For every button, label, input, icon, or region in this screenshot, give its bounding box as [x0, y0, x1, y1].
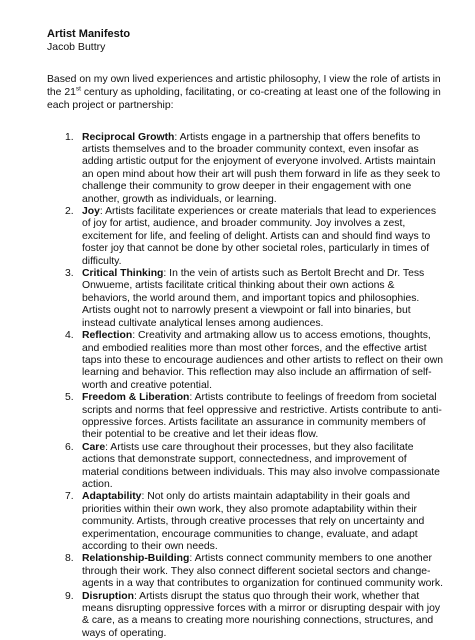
list-item [65, 330, 445, 392]
list-item [65, 268, 445, 330]
list-item-text: : Artists connect community members to one another through their work. They also connect different societal sectors and change-agents in a way that contributes to organization for continued community work. [82, 553, 443, 590]
list-item-term: Adaptability [82, 491, 142, 503]
list-item-number: 1. [65, 131, 74, 143]
list-item-term: Critical Thinking [82, 268, 164, 280]
list-item-term: Freedom & Liberation [82, 392, 190, 404]
list-item-number: 4. [65, 330, 74, 342]
intro-text-end: century as upholding, facilitating, or co-creating at least one of the following in each project or partnership: [47, 87, 441, 112]
list-item-number: 6. [65, 441, 74, 453]
document-author: Jacob Buttry [47, 41, 106, 53]
document-title: Artist Manifesto [47, 28, 131, 40]
list-item-text: : Creativity and artmaking allow us to access emotions, thoughts, and embodied realities more than most other forces, and the effective artist taps into these to encourage audiences and other artists to reflect on their own learning and behavior. This reflection may also include an affirmation of self-worth and creative potential. [82, 330, 444, 391]
list-item [65, 131, 445, 206]
list-item-term: Care [82, 441, 106, 453]
list-item-text: : Artists disrupt the status quo through their work, whether that means disrupting oppressive forces with a mirror or disrupting despair with joy & care, as a means to creating more nourishing connections, structures, and ways of operating. [82, 590, 441, 639]
list-item [65, 553, 445, 590]
intro-paragraph [47, 73, 445, 113]
list-item-number: 7. [65, 491, 74, 503]
list-item-text: : Not only do artists maintain adaptability in their goals and priorities within their own work, they also promote adaptability within their community. Artists, through creative processes that rely on uncertainty and experimentation, encourage communities to change, evaluate, and adapt according to their own needs. [82, 491, 425, 553]
list-item-term: Reflection [82, 330, 133, 342]
list-item-number: 5. [65, 392, 74, 404]
list-item-term: Reciprocal Growth [82, 131, 175, 143]
list-item [65, 491, 445, 553]
list-item-number: 3. [65, 268, 74, 280]
list-item-text: : Artists contribute to feelings of freedom from societal scripts and norms that feel oppressive and restrictive. Artists contribute to anti-oppressive forces. Artists facilitate an assurance in community members of their potential to be creative and let their ideas flow. [82, 392, 442, 441]
list-item-term: Joy [82, 206, 100, 218]
intro-superscript: st [75, 85, 81, 93]
list-item [65, 441, 445, 492]
list-item-text: : Artists use care throughout their processes, but they also facilitate actions that demonstrate support, connectedness, and improvement of material conditions between individuals. This may also involve compassionate action. [82, 441, 440, 490]
list-item-text: : In the vein of artists such as Bertolt Brecht and Dr. Tess Onwueme, artists facilitate critical thinking about their own actions & behaviors, the world around them, and important topics and philosophies. Artists ought not to narrowly present a viewpoint or fall into binaries, but instead cultivate analytical lenses among audiences. [82, 268, 425, 329]
list-item-number: 2. [65, 206, 74, 218]
manifesto-list [47, 132, 445, 640]
list-item-number: 8. [65, 553, 74, 565]
list-item-text: : Artists facilitate experiences or create materials that lead to experiences of joy for artist, audience, and broader community. Joy involves a zest, excitement for life, and feeling of delight. Artists can and should find ways to foster joy that cannot be done by other societal roles, particularly in times of difficulty. [82, 206, 437, 267]
list-item [65, 590, 445, 640]
list-item-number: 9. [65, 590, 74, 602]
list-item-text: : Artists engage in a partnership that offers benefits to artists themselves and to the broader community context, even insofar as adding artistic output for the enjoyment of everyone involved. Artists maintain an open mind about how their art will push them forward in life as they seek to challenge their community to grow deeper in their engagement with one another, growth as individuals, or learning. [82, 131, 441, 205]
list-item-term: Disruption [82, 590, 134, 602]
intro-text-start: Based on my own lived experiences and artistic philosophy, I view the role of artists in the 21 [47, 74, 441, 99]
list-item [65, 206, 445, 268]
list-item [65, 392, 445, 442]
list-item-term: Relationship-Building [82, 553, 190, 565]
